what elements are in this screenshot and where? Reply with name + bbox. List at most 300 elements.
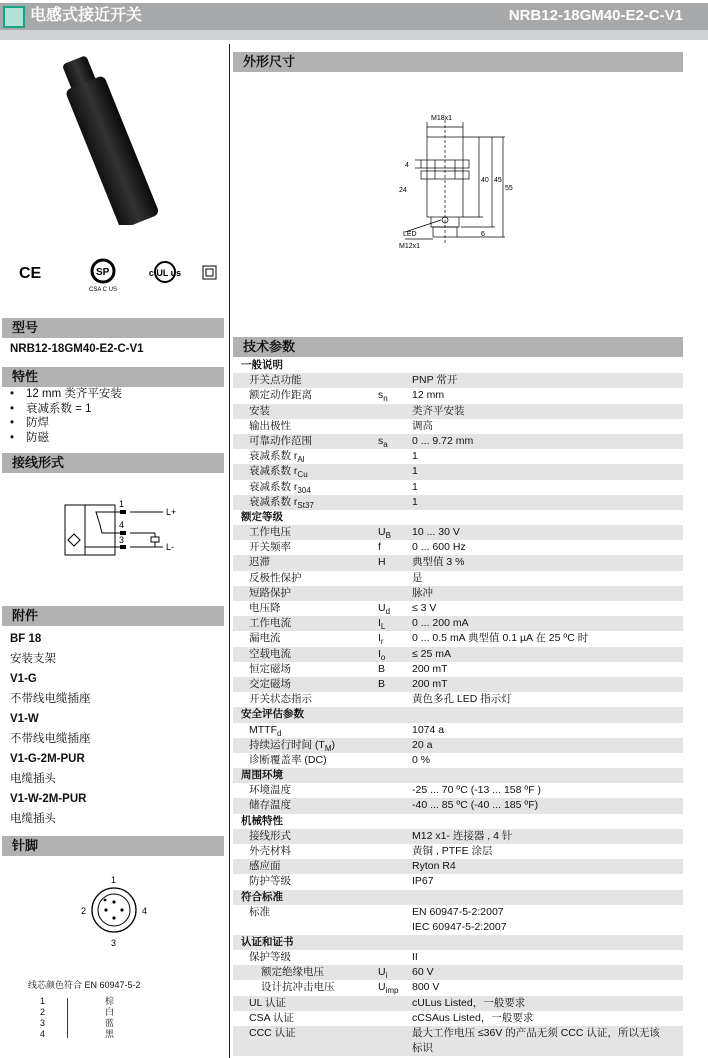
spec-symbol	[378, 449, 412, 464]
spec-row	[233, 480, 683, 495]
core-color: 蓝	[105, 1018, 115, 1028]
spec-symbol	[378, 373, 412, 388]
spec-value	[412, 753, 683, 768]
spec-value	[412, 631, 683, 646]
certification-logos	[15, 258, 225, 294]
spec-value-text: 0 ... 600 Hz	[412, 541, 466, 554]
spec-row	[233, 829, 683, 844]
spec-row	[233, 783, 683, 798]
column-divider	[229, 44, 230, 1058]
dim-55: 55	[505, 185, 513, 192]
spec-value	[412, 464, 683, 479]
core-color: 白	[105, 1007, 115, 1017]
spec-label-text: 储存温度	[249, 799, 291, 812]
spec-label	[233, 1011, 378, 1026]
spec-label-suffix: )	[331, 738, 335, 751]
spec-value	[412, 1011, 683, 1026]
spec-value	[412, 586, 683, 601]
spec-row	[233, 449, 683, 464]
spec-row	[233, 874, 683, 889]
l-plus-label: L+	[166, 507, 177, 517]
spec-label-text: 标准	[249, 905, 270, 918]
spec-label	[233, 905, 378, 935]
spec-label-text: 设计抗冲击电压	[261, 981, 335, 994]
accessory-desc: 不带线电缆插座	[10, 693, 91, 705]
spec-value-text: 20 a	[412, 738, 433, 751]
spec-symbol-sub: n	[383, 394, 388, 404]
spec-label	[233, 662, 378, 677]
spec-symbol	[378, 419, 412, 434]
spec-label-text: 一般说明	[241, 359, 283, 371]
accessory-name: V1-W	[10, 713, 39, 725]
spec-value-text: 标识	[412, 1041, 433, 1054]
spec-group-header	[233, 707, 683, 722]
spec-value-text: 800 V	[412, 981, 440, 994]
spec-label	[233, 874, 378, 889]
spec-symbol-text: s	[378, 434, 384, 447]
spec-label	[233, 783, 378, 798]
ul-mark: c UL us	[148, 268, 182, 278]
page-title: 电感式接近开关	[30, 7, 143, 24]
spec-label-text: 恒定磁场	[249, 662, 291, 675]
header-band	[0, 30, 708, 40]
spec-symbol-sub: L	[380, 622, 386, 632]
spec-symbol	[378, 980, 412, 995]
spec-label	[233, 647, 378, 662]
spec-label	[233, 996, 378, 1011]
spec-label-text: 空载电流	[249, 647, 291, 660]
spec-symbol-text: I	[378, 647, 381, 660]
ce-mark: CE	[19, 265, 42, 282]
spec-symbol	[378, 571, 412, 586]
spec-label	[233, 434, 378, 449]
spec-value	[412, 692, 683, 707]
spec-label-sub: 304	[297, 485, 311, 495]
spec-label-text: 交定磁场	[249, 677, 291, 690]
spec-value	[412, 859, 683, 874]
spec-symbol-text: U	[378, 966, 386, 979]
spec-value	[412, 783, 683, 798]
spec-row	[233, 692, 683, 707]
spec-label	[233, 480, 378, 495]
spec-label	[233, 586, 378, 601]
core-color: 棕	[105, 996, 115, 1006]
accessory-desc: 电缆插头	[10, 813, 56, 825]
spec-label-text: 额定绝缘电压	[261, 966, 324, 979]
spec-value-text: 黄铜 , PTFE 涂层	[412, 845, 493, 857]
spec-symbol	[378, 950, 412, 965]
spec-value	[412, 419, 683, 434]
spec-row	[233, 859, 683, 874]
spec-value-text: 是	[412, 571, 423, 584]
spec-symbol	[378, 905, 412, 935]
core-color-row	[30, 1018, 114, 1029]
spec-symbol-sub: r	[380, 637, 384, 647]
spec-value-text: 10 ... 30 V	[412, 526, 460, 539]
spec-value-text: 类齐平安装	[412, 404, 465, 417]
spec-label-text: 诊断覆盖率 (DC)	[249, 753, 327, 766]
spec-label-text: 开关点功能	[249, 374, 302, 387]
spec-value	[412, 647, 683, 662]
spec-label	[233, 753, 378, 768]
spec-label	[233, 449, 378, 464]
csa-mark-glyph: SP	[96, 267, 110, 278]
spec-row	[233, 525, 683, 540]
section-wiring: 接线形式	[2, 453, 224, 473]
core-color-row	[30, 1029, 114, 1040]
dim-6: 6	[481, 231, 485, 238]
spec-label	[233, 768, 433, 783]
spec-row	[233, 1026, 683, 1056]
spec-symbol	[378, 874, 412, 889]
spec-value-text: 0 ... 0.5 mA 典型值 0.1 µA 在 25 ºC 时	[412, 632, 589, 645]
spec-group-header	[233, 358, 683, 373]
model-number: NRB12-18GM40-E2-C-V1	[508, 7, 683, 24]
spec-value	[412, 905, 683, 935]
spec-label-text: 工作电流	[249, 617, 291, 630]
core-color: 黑	[105, 1029, 115, 1039]
pin-label: 1	[111, 875, 117, 885]
spec-label-text: 开关状态指示	[249, 693, 312, 706]
accessory-name: V1-W-2M-PUR	[10, 793, 87, 805]
spec-value	[412, 616, 683, 631]
spec-value-text: ≤ 25 mA	[412, 647, 452, 660]
spec-label-text: 保护等级	[249, 950, 291, 963]
spec-label	[233, 373, 378, 388]
spec-value-text: 最大工作电压 ≤36V 的产品无须 CCC 认证，所以无该	[412, 1026, 660, 1039]
core-color-row	[30, 1007, 114, 1018]
spec-value	[412, 798, 683, 813]
spec-row	[233, 616, 683, 631]
spec-row	[233, 753, 683, 768]
wiring-pin-label: 1	[119, 499, 125, 509]
spec-label-sub: St37	[297, 500, 314, 510]
spec-symbol	[378, 464, 412, 479]
spec-row	[233, 723, 683, 738]
product-photo	[40, 45, 190, 225]
dim-45: 45	[494, 177, 502, 184]
spec-value-text: 典型值 3 %	[412, 556, 465, 569]
spec-label-text: 衰减系数 r	[249, 495, 298, 508]
spec-label-text: 衰减系数 r	[249, 465, 298, 478]
spec-value-text: EN 60947-5-2:2007	[412, 905, 504, 918]
spec-symbol	[378, 859, 412, 874]
spec-row	[233, 996, 683, 1011]
accessory-desc: 不带线电缆插座	[10, 733, 91, 745]
spec-symbol-text: U	[378, 981, 386, 994]
spec-value-text: M12 x1- 连接器 , 4 针	[412, 829, 513, 842]
spec-label-sub: Cu	[297, 470, 308, 480]
spec-label-text: 环境温度	[249, 784, 291, 797]
spec-label	[233, 890, 433, 905]
spec-row	[233, 631, 683, 646]
spec-value-text: PNP 常开	[412, 374, 458, 387]
spec-label-text: CSA 认证	[249, 1011, 294, 1024]
spec-value	[412, 965, 683, 980]
spec-label	[233, 495, 378, 510]
spec-label-text: 输出极性	[249, 419, 291, 432]
spec-value	[412, 980, 683, 995]
dimension-drawing	[395, 110, 515, 260]
spec-symbol	[378, 647, 412, 662]
spec-row	[233, 540, 683, 555]
spec-label	[233, 571, 378, 586]
accessory-desc: 电缆插头	[10, 773, 56, 785]
table-divider	[67, 998, 68, 1038]
feature-item: • 防磁	[10, 431, 122, 446]
spec-value	[412, 829, 683, 844]
section-features: 特性	[2, 367, 224, 387]
spec-table	[233, 358, 683, 1056]
spec-row	[233, 980, 683, 995]
spec-label-text: 反极性保护	[249, 571, 302, 584]
spec-label-text: 可靠动作范围	[249, 434, 312, 447]
spec-symbol	[378, 555, 412, 570]
spec-value	[412, 723, 683, 738]
pinout-diagram	[75, 870, 155, 950]
spec-label	[233, 814, 433, 829]
spec-label-text: 工作电压	[249, 526, 291, 539]
spec-value-text: 0 ... 200 mA	[412, 617, 469, 630]
core-color-row	[30, 996, 114, 1007]
spec-symbol	[378, 540, 412, 555]
spec-value	[412, 1026, 683, 1056]
spec-group-header	[233, 814, 683, 829]
spec-row	[233, 950, 683, 965]
core-pin: 2	[40, 1007, 46, 1017]
spec-symbol-text: s	[378, 389, 384, 402]
spec-row	[233, 555, 683, 570]
spec-symbol	[378, 798, 412, 813]
spec-label-text: 安装	[249, 404, 270, 417]
spec-symbol	[378, 495, 412, 510]
spec-value-text: 1	[412, 450, 418, 463]
spec-label-text: 衰减系数 r	[249, 450, 298, 463]
spec-label-sub: d	[277, 728, 282, 738]
spec-symbol	[378, 996, 412, 1011]
spec-label-sub: Al	[297, 455, 305, 465]
spec-label-text: 接线形式	[249, 829, 291, 842]
pin-label: 2	[81, 906, 87, 916]
spec-symbol-text: I	[378, 632, 381, 645]
section-type: 型号	[2, 318, 224, 338]
spec-symbol	[378, 829, 412, 844]
spec-label	[233, 677, 378, 692]
section-accessories: 附件	[2, 606, 224, 626]
spec-label-text: 符合标准	[241, 890, 283, 903]
spec-symbol	[378, 601, 412, 616]
spec-group-header	[233, 890, 683, 905]
spec-symbol-text: H	[378, 556, 386, 569]
spec-value-text: ≤ 3 V	[412, 602, 437, 614]
spec-value-text: -40 ... 85 ºC (-40 ... 185 ºF)	[412, 799, 539, 812]
spec-symbol	[378, 723, 412, 738]
spec-value-text: Ryton R4	[412, 860, 456, 873]
dim-connector: M12x1	[399, 243, 421, 250]
spec-row	[233, 388, 683, 403]
class-ii-mark	[203, 266, 216, 279]
spec-value	[412, 373, 683, 388]
spec-label	[233, 707, 433, 722]
spec-row	[233, 905, 683, 935]
spec-row	[233, 404, 683, 419]
spec-value-text: cCSAus Listed，一般要求	[412, 1011, 534, 1024]
spec-label-text: 迟滞	[249, 556, 270, 569]
spec-value-text: 1074 a	[412, 723, 445, 736]
feature-item: • 12 mm 类齐平安装	[10, 387, 122, 402]
brand-square	[3, 6, 25, 28]
spec-label-text: 安全评估参数	[241, 708, 304, 721]
spec-value	[412, 434, 683, 449]
dim-40: 40	[481, 177, 489, 184]
accessory-name: V1-G	[10, 673, 37, 685]
spec-symbol-sub: imp	[385, 986, 399, 996]
spec-value-text: IP67	[412, 875, 434, 888]
spec-value	[412, 555, 683, 570]
spec-value-text: 200 mT	[412, 677, 448, 690]
spec-label-text: UL 认证	[249, 996, 286, 1009]
section-tech-spec: 技术参数	[233, 337, 683, 357]
spec-value	[412, 571, 683, 586]
spec-symbol	[378, 388, 412, 403]
section-dimensions: 外形尺寸	[233, 52, 683, 72]
spec-symbol	[378, 783, 412, 798]
spec-label	[233, 464, 378, 479]
spec-label-text: 防护等级	[249, 875, 291, 888]
spec-row	[233, 586, 683, 601]
spec-row	[233, 844, 683, 859]
spec-label	[233, 1026, 378, 1056]
spec-label	[233, 829, 378, 844]
spec-value	[412, 874, 683, 889]
spec-symbol	[378, 662, 412, 677]
spec-value	[412, 525, 683, 540]
pin-label: 4	[142, 906, 148, 916]
core-pin: 1	[40, 996, 46, 1006]
spec-row	[233, 662, 683, 677]
spec-row	[233, 434, 683, 449]
accessory-name: BF 18	[10, 633, 42, 645]
spec-label	[233, 950, 378, 965]
features-list	[10, 387, 122, 445]
spec-symbol	[378, 525, 412, 540]
spec-symbol	[378, 480, 412, 495]
spec-label	[233, 525, 378, 540]
spec-value-text: IEC 60947-5-2:2007	[412, 920, 507, 933]
core-pin: 4	[40, 1029, 46, 1039]
spec-symbol	[378, 844, 412, 859]
spec-group-header	[233, 935, 683, 950]
accessory-name: V1-G-2M-PUR	[10, 753, 85, 765]
spec-row	[233, 677, 683, 692]
spec-value-text: 1	[412, 480, 418, 493]
spec-label	[233, 798, 378, 813]
spec-group-header	[233, 510, 683, 525]
spec-symbol-text: I	[378, 617, 381, 630]
spec-value-text: 0 ... 9.72 mm	[412, 434, 474, 447]
dim-thread: M18x1	[431, 115, 453, 122]
spec-value	[412, 540, 683, 555]
spec-label	[233, 723, 378, 738]
spec-symbol	[378, 586, 412, 601]
spec-label-text: 周围环境	[241, 769, 283, 782]
spec-label-text: 持续运行时间 (T	[249, 738, 325, 751]
spec-symbol-sub: i	[385, 971, 388, 981]
spec-label-text: 外壳材料	[249, 845, 291, 857]
spec-label	[233, 980, 378, 995]
spec-value-text: 调高	[412, 419, 433, 432]
spec-row	[233, 601, 683, 616]
spec-value-text: 60 V	[412, 966, 434, 979]
spec-label	[233, 601, 378, 616]
spec-value	[412, 738, 683, 753]
spec-symbol-text: U	[378, 602, 386, 614]
spec-symbol	[378, 404, 412, 419]
spec-value	[412, 601, 683, 616]
core-pin: 3	[40, 1018, 46, 1028]
spec-value	[412, 844, 683, 859]
spec-label	[233, 859, 378, 874]
spec-label	[233, 419, 378, 434]
spec-value-text: 1	[412, 465, 418, 478]
core-color-rows	[30, 996, 114, 1040]
spec-symbol-text: B	[378, 662, 386, 675]
spec-row	[233, 965, 683, 980]
spec-symbol	[378, 738, 412, 753]
spec-symbol	[378, 616, 412, 631]
spec-row	[233, 495, 683, 510]
spec-value	[412, 480, 683, 495]
wiring-pin-label: 3	[119, 535, 125, 545]
accessory-desc: 安装支架	[10, 653, 56, 665]
spec-row	[233, 464, 683, 479]
spec-label	[233, 404, 378, 419]
spec-value-text: cULus Listed，一般要求	[412, 996, 526, 1009]
spec-label-text: MTTF	[249, 723, 277, 736]
spec-label-text: 机械特性	[241, 814, 283, 827]
l-minus-label: L-	[166, 542, 175, 552]
spec-value-text: 1	[412, 495, 418, 508]
spec-value	[412, 495, 683, 510]
spec-label	[233, 555, 378, 570]
spec-value-text: 脉冲	[412, 586, 433, 599]
spec-label	[233, 738, 378, 753]
spec-label-sub: M	[324, 743, 332, 753]
spec-label-text: 额定动作距离	[249, 389, 312, 402]
spec-value-text: -25 ... 70 ºC (-13 ... 158 ºF )	[412, 784, 542, 797]
spec-value-text: 黄色多孔 LED 指示灯	[412, 693, 512, 706]
spec-symbol-text: U	[378, 526, 386, 539]
spec-symbol	[378, 1011, 412, 1026]
spec-label	[233, 965, 378, 980]
wiring-diagram	[60, 495, 190, 560]
dim-wrench: 24	[399, 187, 407, 194]
spec-symbol	[378, 631, 412, 646]
spec-label	[233, 540, 378, 555]
spec-label-text: CCC 认证	[249, 1026, 296, 1039]
spec-symbol-sub: a	[383, 439, 388, 449]
spec-symbol	[378, 434, 412, 449]
spec-label-text: 额定等级	[241, 510, 283, 523]
csa-mark: CSA C US	[88, 287, 118, 293]
spec-row	[233, 647, 683, 662]
spec-symbol	[378, 677, 412, 692]
spec-value	[412, 449, 683, 464]
spec-label	[233, 631, 378, 646]
spec-value	[412, 388, 683, 403]
section-pinout: 针脚	[2, 836, 224, 856]
spec-label-text: 感应面	[249, 860, 281, 873]
